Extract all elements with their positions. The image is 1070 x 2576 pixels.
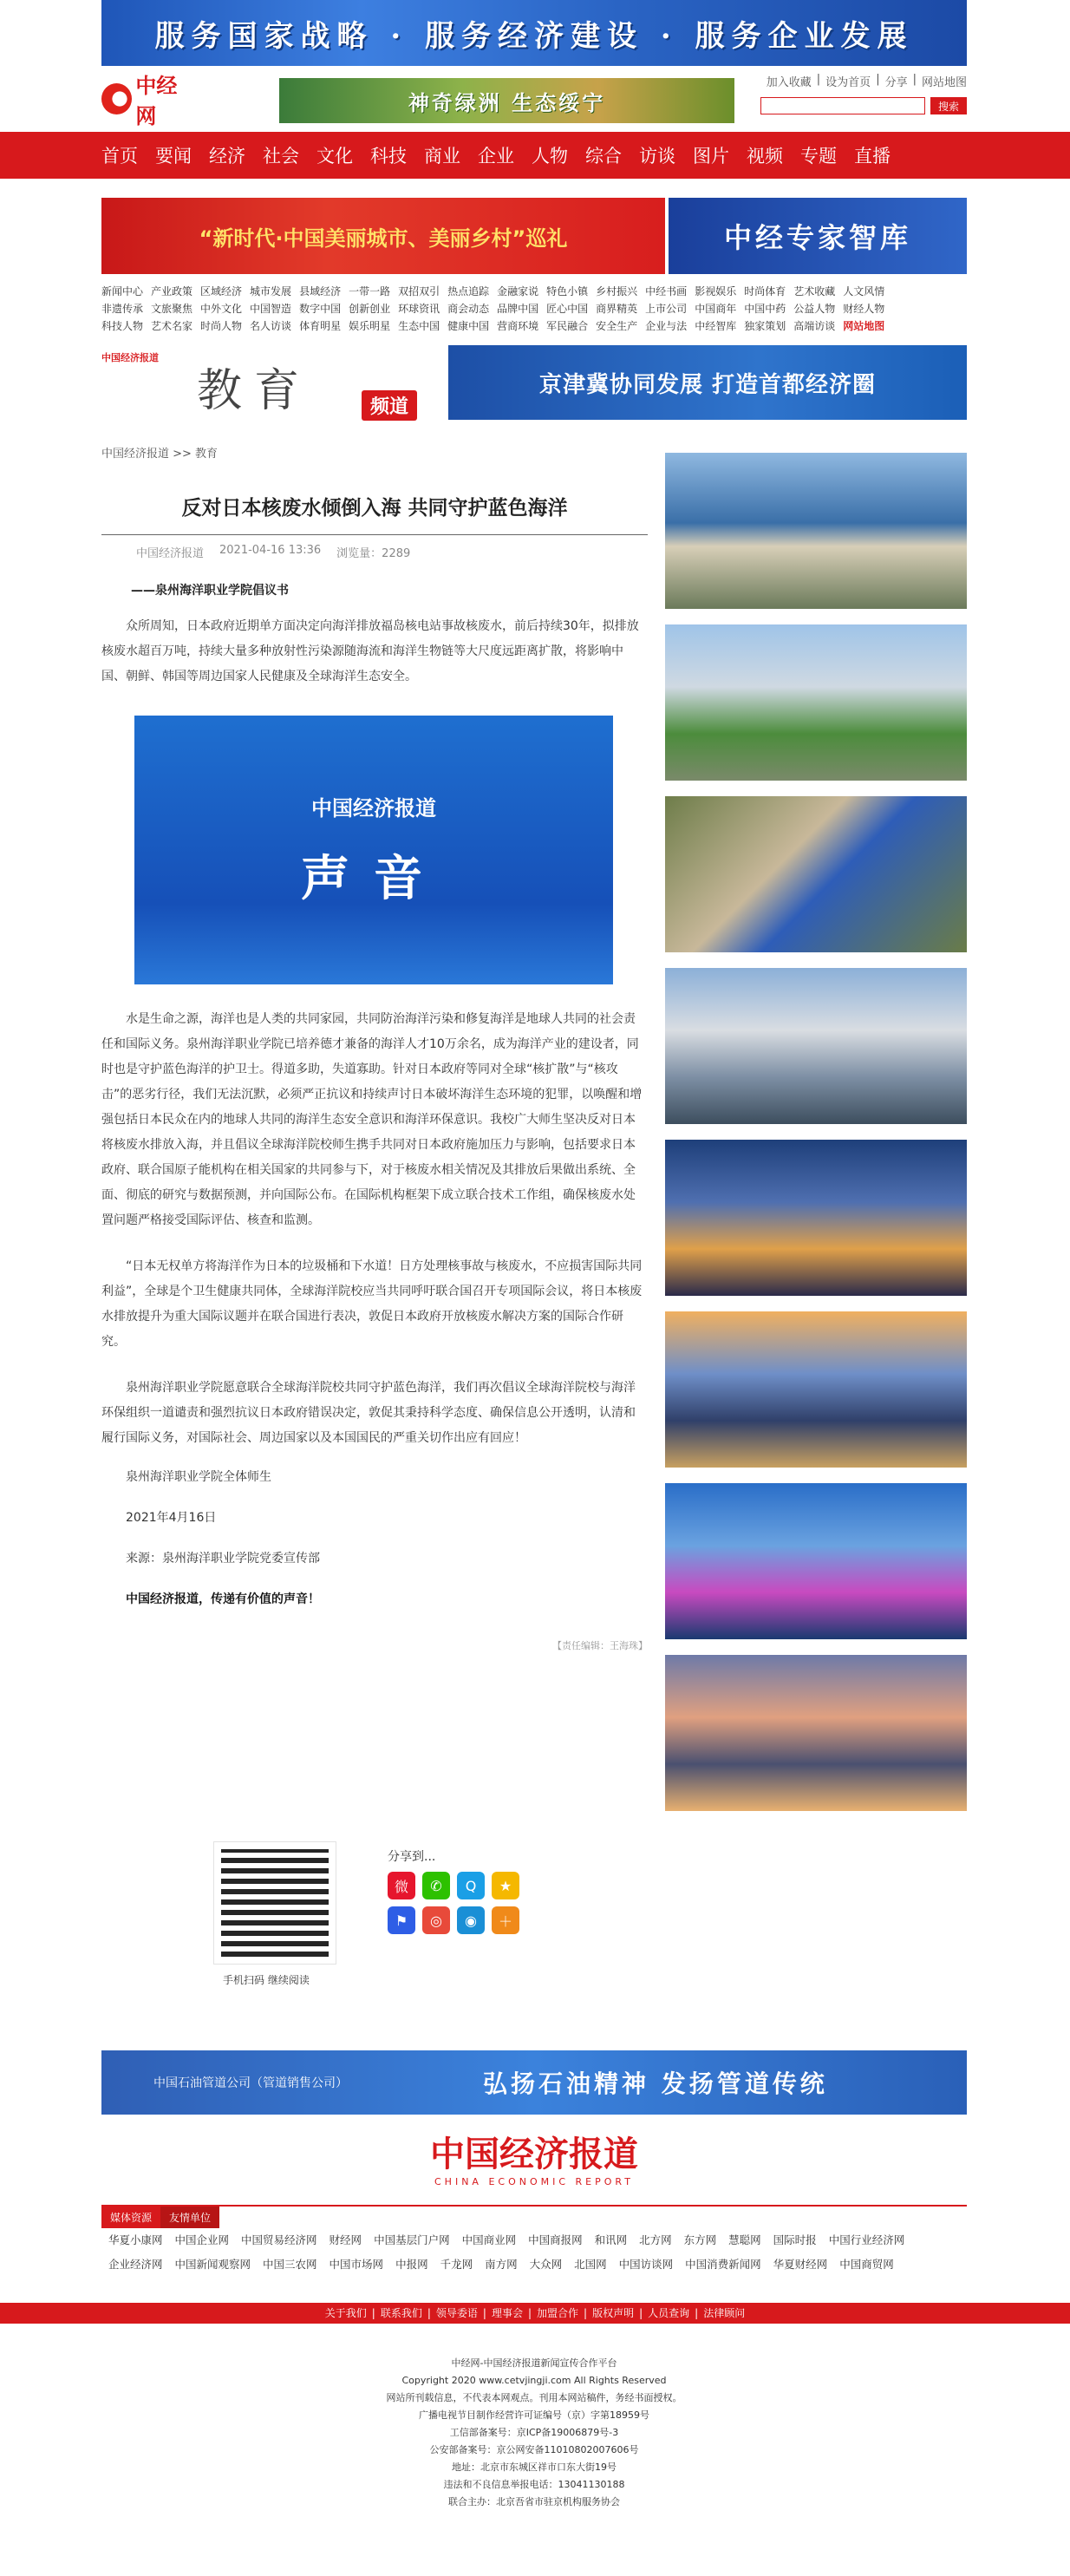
- category-link[interactable]: 新闻中心: [101, 285, 144, 297]
- nav-item[interactable]: 首页: [101, 146, 138, 167]
- qr-label: 手机扫码 继续阅读: [223, 1974, 310, 1986]
- divider: |: [527, 2307, 532, 2319]
- footer-line: Copyright 2020 www.cetvjingji.com All Rights Reserved: [401, 2375, 667, 2386]
- category-link[interactable]: 娱乐明星: [349, 320, 391, 332]
- slogan: 中国经济报道，传递有价值的声音！: [126, 1592, 320, 1606]
- divider: |: [912, 73, 917, 86]
- friend-link[interactable]: 财经网: [329, 2233, 362, 2246]
- footer-line: 地址：北京市东城区祥市口东大街19号: [452, 2462, 617, 2473]
- header-ad[interactable]: [279, 78, 734, 123]
- footer-line: 网站所刊载信息，不代表本网观点。刊用本网站稿件，务经书面授权。: [386, 2392, 682, 2403]
- footer-link[interactable]: 人员查询: [648, 2307, 690, 2319]
- pipeline-ad-company: 中国石油管道公司（管道销售公司）: [153, 2076, 348, 2090]
- logo-text: 中经网: [135, 73, 178, 128]
- tab-friendly-units[interactable]: 友情单位: [160, 2207, 219, 2228]
- category-link[interactable]: 创新创业: [349, 303, 391, 315]
- category-link[interactable]: 生态中国: [398, 320, 440, 332]
- category-link[interactable]: 影视娱乐: [695, 285, 737, 297]
- promo-expert-think-tank[interactable]: [669, 198, 967, 274]
- category-link[interactable]: 环球资讯: [398, 303, 440, 315]
- friend-link[interactable]: 千龙网: [440, 2258, 473, 2271]
- ceb-logo-name: 中国经济报道: [430, 2134, 638, 2174]
- category-link[interactable]: 科技人物: [101, 320, 144, 332]
- footer-line: 工信部备案号：京ICP备19006879号-3: [449, 2427, 619, 2438]
- nav-item[interactable]: 社会: [263, 146, 299, 167]
- footer-line: 广播电视节目制作经营许可证编号（京）字第18959号: [419, 2409, 649, 2421]
- footer-line: 中经网-中国经济报道新闻宣传合作平台: [451, 2357, 617, 2369]
- friend-link[interactable]: 国际时报: [773, 2233, 817, 2246]
- share-title: 分享到...: [388, 1850, 436, 1864]
- nav-item[interactable]: 商业: [424, 146, 460, 167]
- friend-link[interactable]: 中国新闻观察网: [174, 2258, 251, 2271]
- channel-banner-text: 京津冀协同发展 打造首都经济圈: [538, 371, 877, 398]
- friend-link[interactable]: 中国访谈网: [618, 2258, 674, 2271]
- channel-title: 教育: [197, 365, 312, 417]
- sidebar-image-canton-tower[interactable]: [665, 1483, 967, 1639]
- link-row: [101, 283, 967, 300]
- article-title: 反对日本核废水倾倒入海 共同守护蓝色海洋: [101, 492, 648, 535]
- sidebar-images: [665, 444, 967, 1811]
- footer-link[interactable]: 理事会: [491, 2307, 523, 2319]
- top-banner[interactable]: [101, 0, 967, 66]
- tab-media-resources[interactable]: 媒体资源: [101, 2207, 160, 2228]
- nav-item[interactable]: 企业: [478, 146, 514, 167]
- category-link[interactable]: 商会动态: [447, 303, 490, 315]
- set-homepage-link[interactable]: 设为首页: [825, 76, 871, 89]
- article-column: [101, 444, 648, 1811]
- category-link[interactable]: 安全生产: [596, 320, 638, 332]
- pipeline-ad[interactable]: [101, 2050, 967, 2115]
- friend-link[interactable]: 中国消费新闻网: [685, 2258, 761, 2271]
- qq-icon[interactable]: Q: [457, 1872, 485, 1899]
- category-link[interactable]: 双招双引: [398, 285, 440, 297]
- category-link[interactable]: 网站地图: [843, 320, 885, 332]
- friend-link[interactable]: 北方网: [639, 2233, 672, 2246]
- voice-title: 声音: [301, 849, 447, 907]
- article-meta: [101, 544, 648, 560]
- search-button[interactable]: 搜索: [930, 97, 967, 114]
- sidebar-image-roundabout[interactable]: [665, 624, 967, 781]
- link-row: [101, 300, 967, 317]
- sitemap-link[interactable]: 网站地图: [921, 76, 967, 89]
- category-link[interactable]: 品牌中国: [497, 303, 539, 315]
- category-link[interactable]: 财经人物: [843, 303, 885, 315]
- wechat-icon[interactable]: ✆: [422, 1872, 450, 1899]
- nav-item[interactable]: 要闻: [155, 146, 192, 167]
- category-link[interactable]: 金融家说: [497, 285, 539, 297]
- divider: |: [371, 2307, 375, 2319]
- divider: |: [584, 2307, 588, 2319]
- page: [101, 0, 967, 2511]
- friend-link[interactable]: 华夏财经网: [773, 2258, 828, 2271]
- divider: |: [695, 2307, 699, 2319]
- article-paragraph: 泉州海洋职业学院愿意联合全球海洋院校共同守护蓝色海洋，我们再次倡议全球海洋院校与海洋环保组织一道谴责和强烈抗议日本政府错误决定，敦促其秉持科学态度、确保信息公开透明，认清和履行国际义务，对国际社会、周边国家以及本国国民的严重关切作出应有回应！: [101, 1381, 636, 1445]
- footer-line: 违法和不良信息举报电话：13041130188: [443, 2479, 625, 2490]
- footer-bar: [0, 2303, 1070, 2324]
- add-favorite-link[interactable]: 加入收藏: [766, 76, 812, 89]
- article-date: 2021-04-16 13:36: [219, 544, 322, 557]
- footer-line: 公安部备案号：京公网安备11010802007606号: [429, 2444, 639, 2455]
- voice-brand: 中国经济报道: [311, 795, 436, 821]
- friend-links: [101, 2205, 967, 2277]
- site-logo[interactable]: [101, 73, 197, 128]
- category-link[interactable]: 上市公司: [645, 303, 688, 315]
- nav-item[interactable]: 经济: [209, 146, 245, 167]
- category-link[interactable]: 中外文化: [200, 303, 243, 315]
- category-link[interactable]: 时尚体育: [744, 285, 786, 297]
- friend-link[interactable]: 南方网: [485, 2258, 518, 2271]
- category-link[interactable]: 中经书画: [645, 285, 688, 297]
- content-area: [101, 444, 967, 1811]
- category-link[interactable]: 高端访谈: [793, 320, 836, 332]
- footer-info: [101, 2329, 967, 2511]
- divider: |: [482, 2307, 486, 2319]
- nav-item[interactable]: 综合: [585, 146, 622, 167]
- category-link[interactable]: 非遗传承: [101, 303, 144, 315]
- footer-line: 联合主办：北京吾省市驻京机构服务协会: [448, 2496, 620, 2507]
- search-box: [760, 97, 967, 114]
- channel-header: [101, 345, 967, 420]
- friend-link[interactable]: 中国市场网: [329, 2258, 384, 2271]
- category-link[interactable]: 县域经济: [299, 285, 342, 297]
- nav-item[interactable]: 人物: [532, 146, 568, 167]
- category-link[interactable]: 企业与法: [645, 320, 688, 332]
- friend-link[interactable]: 中报网: [395, 2258, 428, 2271]
- friend-link[interactable]: 中国商报网: [528, 2233, 583, 2246]
- footer-link[interactable]: 法律顾问: [703, 2307, 746, 2319]
- tencent-weibo-icon[interactable]: ◎: [422, 1906, 450, 1934]
- category-link[interactable]: 中国中药: [744, 303, 786, 315]
- link-row: [101, 317, 967, 335]
- sidebar-image-solar-farm[interactable]: [665, 796, 967, 952]
- ceb-logo-sub: CHINA ECONOMIC REPORT: [434, 2176, 634, 2187]
- friend-link[interactable]: 中国基层门户网: [374, 2233, 450, 2246]
- category-link[interactable]: 营商环境: [497, 320, 539, 332]
- footer-link[interactable]: 加盟合作: [537, 2307, 579, 2319]
- category-link[interactable]: 乡村振兴: [596, 285, 638, 297]
- friend-link[interactable]: 华夏小康网: [108, 2233, 163, 2246]
- header: [101, 66, 967, 132]
- header-links: [767, 73, 967, 89]
- category-link-grid: [101, 283, 967, 335]
- share-icons: [388, 1872, 519, 1934]
- category-link[interactable]: 匠心中国: [546, 303, 589, 315]
- friend-link[interactable]: 慧聪网: [728, 2233, 761, 2246]
- divider: |: [876, 73, 880, 86]
- category-link[interactable]: 一带一路: [349, 285, 391, 297]
- divider: |: [427, 2307, 431, 2319]
- category-link[interactable]: 公益人物: [793, 303, 836, 315]
- category-link[interactable]: 产业政策: [151, 285, 193, 297]
- baidu-icon[interactable]: ⚑: [388, 1906, 415, 1934]
- article-views: 浏览量：2289: [336, 547, 411, 560]
- channel-badge: 频道: [362, 390, 417, 421]
- pipeline-ad-slogan: 弘扬石油精神 发扬管道传统: [483, 2069, 828, 2098]
- article-paragraph: 众所周知，日本政府近期单方面决定向海洋排放福岛核电站事故核废水，前后持续30年，拟排放核废水超百万吨，持续大量多种放射性污染源随海流和海洋生物链等大尺度远距离扩散，将影响中国、朝鲜、韩国等周边国家人民健康及全球海洋生态安全。: [101, 619, 639, 683]
- article-source: 中国经济报道: [136, 547, 205, 560]
- logo-mark-icon: [101, 83, 132, 114]
- article-subtitle: ——泉州海洋职业学院倡议书: [131, 584, 289, 598]
- sidebar-image-skyline-night[interactable]: [665, 1140, 967, 1296]
- sidebar-image-dusk-city[interactable]: [665, 1655, 967, 1811]
- footer-link[interactable]: 关于我们: [324, 2307, 367, 2319]
- category-link[interactable]: 军民融合: [546, 320, 589, 332]
- category-link[interactable]: 数字中国: [299, 303, 342, 315]
- friend-link[interactable]: 北国网: [574, 2258, 607, 2271]
- footer-link[interactable]: 领导委语: [435, 2307, 478, 2319]
- category-link[interactable]: 城市发展: [250, 285, 292, 297]
- friend-link[interactable]: 东方网: [683, 2233, 717, 2246]
- breadcrumb[interactable]: 中国经济报道 >> 教育: [101, 448, 219, 461]
- divider: |: [816, 73, 821, 86]
- article-paragraph: “日本无权单方将海洋作为日本的垃圾桶和下水道！日方处理核事故与核废水，不应损害国际共同利益”，全球是个卫生健康共同体，全球海洋院校应当共同呼吁联合国召开专项国际会议，将日本核废水排放提升为重大国际议题并在联合国进行表决，敦促日本政府开放核废水解决方案的国际合作研究。: [101, 1259, 643, 1349]
- promo-beautiful-city[interactable]: [101, 198, 665, 274]
- sidebar-image-shanghai[interactable]: [665, 1311, 967, 1468]
- nav-item[interactable]: 直播: [854, 146, 891, 167]
- friend-link[interactable]: 大众网: [529, 2258, 563, 2271]
- sidebar-image-coastal-city[interactable]: [665, 453, 967, 609]
- category-link[interactable]: 艺术收藏: [793, 285, 836, 297]
- footer-link[interactable]: 联系我们: [380, 2307, 422, 2319]
- friend-link[interactable]: 中国商业网: [461, 2233, 517, 2246]
- category-link[interactable]: 人文风情: [843, 285, 885, 297]
- article-paragraph: 水是生命之源，海洋也是人类的共同家园，共同防治海洋污染和修复海洋是地球人共同的社会责任和国际义务。泉州海洋职业学院已培养德才兼备的海洋人才10万余名，成为海洋产业的建设者，同时也是守护蓝色海洋的护卫士。得道多助，失道寡助。针对日本政府等同对全球“核扩散”与“核攻击”的恶劣行径，我们无法沉默，必须严正抗议和持续声讨日本破坏海洋生态环境的犯罪，以唤醒和增强包括日本民众在内的地球人共同的海洋生态安全意识和海洋环保意识。我校广大师生坚决反对日本将核废水排放入海，并且倡议全球海洋院校师生携手共同对日本政府施加压力与影响，包括要求日本政府、联合国原子能机构在相关国家的共同参与下，对于核废水相关情况及其排放后果做出系统、全面、彻底的研究与数据预测，并向国际公布。在国际机构框架下成立联合技术工作组，确保核废水处置问题严格接受国际评估、核查和监测。: [101, 1012, 643, 1227]
- friend-link[interactable]: 中国三农网: [263, 2258, 317, 2271]
- ceb-logo[interactable]: [101, 2127, 967, 2187]
- friend-link[interactable]: 企业经济网: [108, 2258, 163, 2271]
- source-line: 来源：泉州海洋职业学院党委宣传部: [126, 1552, 320, 1566]
- signature: 泉州海洋职业学院全体师生: [126, 1470, 271, 1484]
- promo-right-text: 中经专家智库: [723, 221, 911, 254]
- promo-left-text: “新时代·中国美丽城市、美丽乡村”巡礼: [199, 226, 568, 251]
- nav-item[interactable]: 图片: [693, 146, 729, 167]
- category-link[interactable]: 名人访谈: [250, 320, 292, 332]
- search-input[interactable]: [760, 97, 925, 114]
- nav-item[interactable]: 文化: [316, 146, 353, 167]
- friend-link[interactable]: 中国贸易经济网: [241, 2233, 317, 2246]
- more-share-icon[interactable]: ＋: [492, 1906, 519, 1934]
- category-link[interactable]: 中国智造: [250, 303, 292, 315]
- header-ad-text: 神奇绿洲 生态绥宁: [408, 90, 606, 115]
- category-link[interactable]: 独家策划: [744, 320, 786, 332]
- category-link[interactable]: 商界精英: [596, 303, 638, 315]
- friend-link[interactable]: 中国企业网: [174, 2233, 230, 2246]
- top-banner-text: 服务国家战略 · 服务经济建设 · 服务企业发展: [154, 18, 914, 54]
- category-link[interactable]: 特色小镇: [546, 285, 589, 297]
- promo-banners: [101, 198, 967, 274]
- category-link[interactable]: 中国商年: [695, 303, 737, 315]
- category-link[interactable]: 体育明星: [299, 320, 342, 332]
- footer-link[interactable]: 版权声明: [592, 2307, 635, 2319]
- share-section: [101, 1842, 967, 2007]
- nav-item[interactable]: 访谈: [639, 146, 675, 167]
- responsible-editor: 【责任编辑：王海珠】: [552, 1640, 648, 1651]
- category-link[interactable]: 中经智库: [695, 320, 737, 332]
- divider: |: [639, 2307, 643, 2319]
- sign-date: 2021年4月16日: [126, 1511, 217, 1525]
- category-link[interactable]: 健康中国: [447, 320, 490, 332]
- share-link[interactable]: 分享: [884, 76, 908, 89]
- nav-item[interactable]: 科技: [370, 146, 407, 167]
- renren-icon[interactable]: ◉: [457, 1906, 485, 1934]
- friend-link[interactable]: 和讯网: [594, 2233, 628, 2246]
- nav-item[interactable]: 视频: [747, 146, 783, 167]
- category-link[interactable]: 艺术名家: [151, 320, 193, 332]
- category-link[interactable]: 热点追踪: [447, 285, 490, 297]
- category-link[interactable]: 时尚人物: [200, 320, 243, 332]
- channel-logo[interactable]: 中国经济报道: [101, 352, 159, 363]
- nav-item[interactable]: 专题: [800, 146, 837, 167]
- category-link[interactable]: 文旅聚焦: [151, 303, 193, 315]
- friend-link[interactable]: 中国商贸网: [839, 2258, 894, 2271]
- sidebar-image-city-square[interactable]: [665, 968, 967, 1124]
- category-link[interactable]: 区域经济: [200, 285, 243, 297]
- channel-banner[interactable]: [448, 345, 967, 420]
- qr-code: [214, 1842, 336, 1964]
- friend-link[interactable]: 中国行业经济网: [828, 2233, 905, 2246]
- main-nav: [0, 132, 1070, 179]
- voice-image: [134, 716, 613, 984]
- weibo-icon[interactable]: 微: [388, 1872, 415, 1899]
- qzone-icon[interactable]: ★: [492, 1872, 519, 1899]
